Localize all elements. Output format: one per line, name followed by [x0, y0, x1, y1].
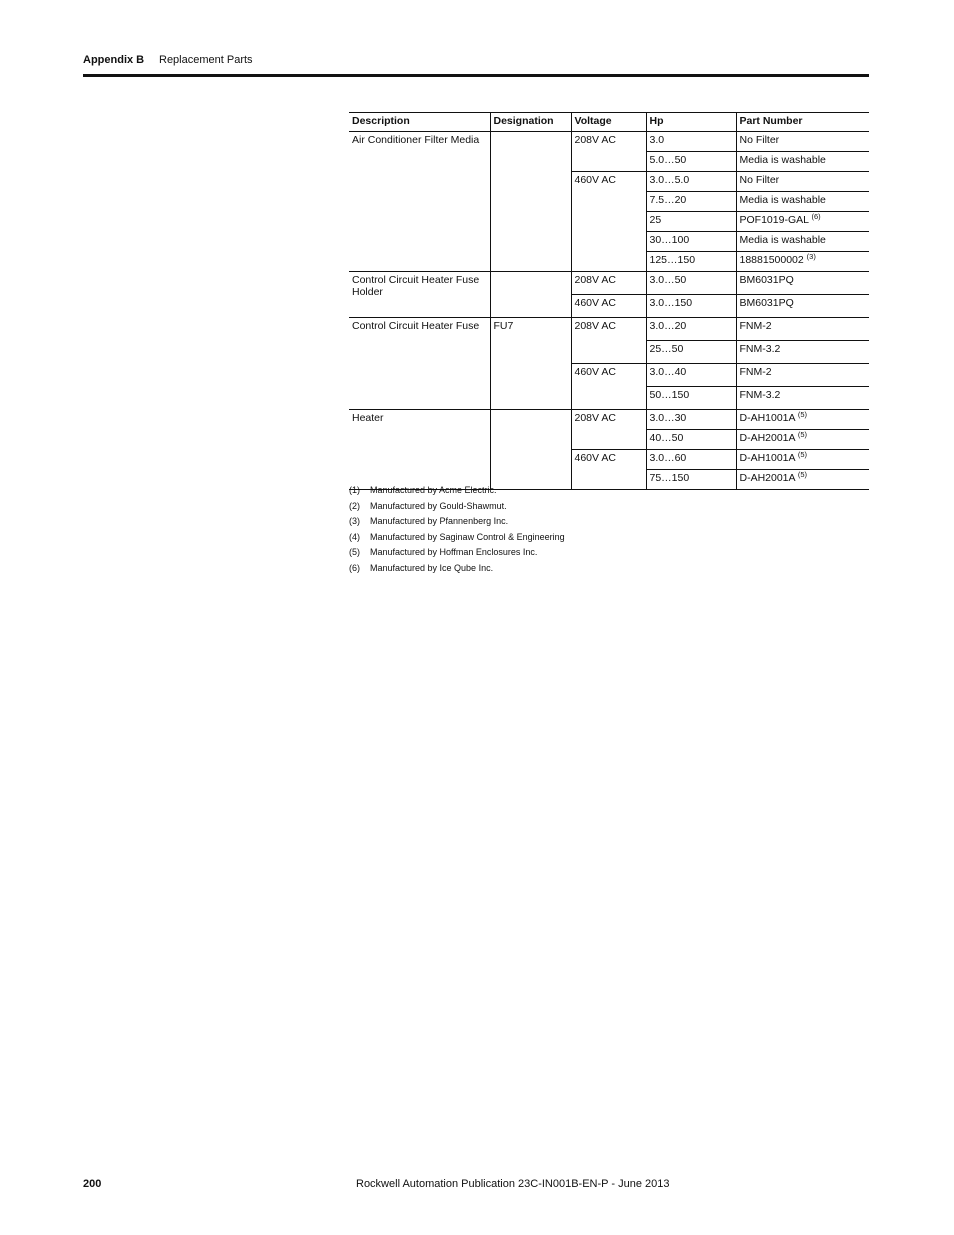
part-number-cell [736, 172, 869, 192]
hp-cell: 25…50 [646, 341, 736, 364]
footnote-number: (4) [349, 531, 360, 542]
hp-cell: 3.0…30 [646, 410, 736, 430]
description-cell: Control Circuit Heater Fuse [349, 318, 490, 410]
footnote-ref: (6) [811, 212, 821, 221]
designation-cell: FU7 [490, 318, 571, 410]
hp-cell: 40…50 [646, 430, 736, 450]
header-rule [83, 74, 869, 77]
part-number: D-AH2001A [739, 432, 795, 444]
designation-cell [490, 272, 571, 318]
part-number-cell [736, 132, 869, 152]
part-number: FNM-2 [739, 366, 772, 378]
hp-cell: 7.5…20 [646, 192, 736, 212]
table-header-row [349, 113, 869, 132]
part-number: D-AH2001A [739, 472, 795, 484]
voltage-cell: 208V AC [571, 272, 646, 295]
footnote [349, 501, 565, 517]
footnote [349, 532, 565, 548]
footnote-ref: (5) [797, 430, 808, 439]
part-number: FNM-3.2 [739, 343, 781, 355]
part-number: FNM-2 [739, 320, 772, 332]
table-row [349, 410, 869, 430]
part-number-cell [736, 152, 869, 172]
footnote [349, 563, 565, 579]
part-number-cell [736, 364, 869, 387]
hp-cell: 30…100 [646, 232, 736, 252]
part-number-cell [736, 450, 869, 470]
footnote [349, 485, 565, 501]
part-number: D-AH1001A [739, 452, 795, 464]
footnote-text: Manufactured by Acme Electric. [370, 485, 497, 495]
footnote-ref: (3) [806, 252, 816, 261]
footnote-number: (3) [349, 516, 360, 527]
footnote-ref: (5) [797, 410, 808, 419]
part-number: BM6031PQ [739, 274, 794, 286]
description-cell: Air Conditioner Filter Media [349, 132, 490, 272]
designation-cell [490, 410, 571, 490]
footnote-text: Manufactured by Hoffman Enclosures Inc. [370, 547, 538, 558]
part-number: No Filter [739, 174, 780, 186]
hp-cell: 25 [646, 212, 736, 232]
col-header-designation: Designation [490, 113, 571, 132]
voltage-cell: 208V AC [571, 132, 646, 172]
part-number: Media is washable [739, 234, 826, 246]
hp-cell: 3.0…5.0 [646, 172, 736, 192]
part-number-cell [736, 272, 869, 295]
table-row [349, 318, 869, 341]
part-number: Media is washable [739, 194, 826, 206]
hp-cell: 3.0 [646, 132, 736, 152]
footnote-number: (6) [349, 562, 360, 573]
part-number-cell [736, 192, 869, 212]
part-number: 18881500002 [739, 254, 804, 266]
footnote-text: Manufactured by Ice Qube Inc. [370, 562, 494, 573]
hp-cell: 3.0…60 [646, 450, 736, 470]
part-number-cell [736, 295, 869, 318]
footnote-number: (1) [349, 485, 360, 495]
part-number-cell [736, 387, 869, 410]
hp-cell: 3.0…150 [646, 295, 736, 318]
hp-cell: 3.0…20 [646, 318, 736, 341]
col-header-hp: Hp [646, 113, 736, 132]
col-header-part-number: Part Number [736, 113, 869, 132]
part-number: D-AH1001A [739, 412, 795, 424]
voltage-cell: 460V AC [571, 364, 646, 410]
hp-cell: 50…150 [646, 387, 736, 410]
part-number: No Filter [739, 134, 780, 146]
footnote-ref: (5) [797, 450, 808, 459]
section-title: Replacement Parts [159, 54, 253, 66]
replacement-parts-table [349, 112, 869, 490]
hp-cell: 3.0…50 [646, 272, 736, 295]
footnote-text: Manufactured by Gould-Shawmut. [370, 500, 507, 511]
footnote-number: (2) [349, 500, 360, 511]
part-number: POF1019-GAL [739, 214, 809, 226]
footnote [349, 547, 565, 563]
voltage-cell: 208V AC [571, 410, 646, 450]
part-number: BM6031PQ [739, 297, 794, 309]
designation-cell [490, 132, 571, 272]
col-header-voltage: Voltage [571, 113, 646, 132]
voltage-cell: 460V AC [571, 172, 646, 272]
voltage-cell: 208V AC [571, 318, 646, 364]
page-header [83, 54, 253, 66]
footnote-text: Manufactured by Saginaw Control & Engineering [370, 531, 565, 542]
part-number-cell [736, 430, 869, 450]
part-number: FNM-3.2 [739, 389, 781, 401]
hp-cell: 5.0…50 [646, 152, 736, 172]
section-label: Appendix B [83, 54, 145, 66]
hp-cell: 125…150 [646, 252, 736, 272]
footnote-number: (5) [349, 547, 360, 558]
part-number: Media is washable [739, 154, 826, 166]
part-number-cell [736, 341, 869, 364]
description-cell: Heater [349, 410, 490, 490]
page-number: 200 [83, 1178, 102, 1190]
footnote-ref: (5) [797, 470, 808, 479]
footnote [349, 516, 565, 532]
part-number-cell [736, 252, 869, 272]
publication-info: Rockwell Automation Publication 23C-IN001B-EN-P - June 2013 [356, 1178, 670, 1190]
table-row [349, 132, 869, 152]
part-number-cell [736, 470, 869, 490]
description-cell: Control Circuit Heater Fuse Holder [349, 272, 490, 318]
table-row [349, 272, 869, 295]
part-number-cell [736, 212, 869, 232]
part-number-cell [736, 410, 869, 430]
footnotes [349, 485, 565, 579]
hp-cell: 3.0…40 [646, 364, 736, 387]
hp-cell: 75…150 [646, 470, 736, 490]
voltage-cell: 460V AC [571, 450, 646, 490]
part-number-cell [736, 318, 869, 341]
voltage-cell: 460V AC [571, 295, 646, 318]
col-header-description: Description [349, 113, 490, 132]
footnote-text: Manufactured by Pfannenberg Inc. [370, 516, 509, 527]
part-number-cell [736, 232, 869, 252]
